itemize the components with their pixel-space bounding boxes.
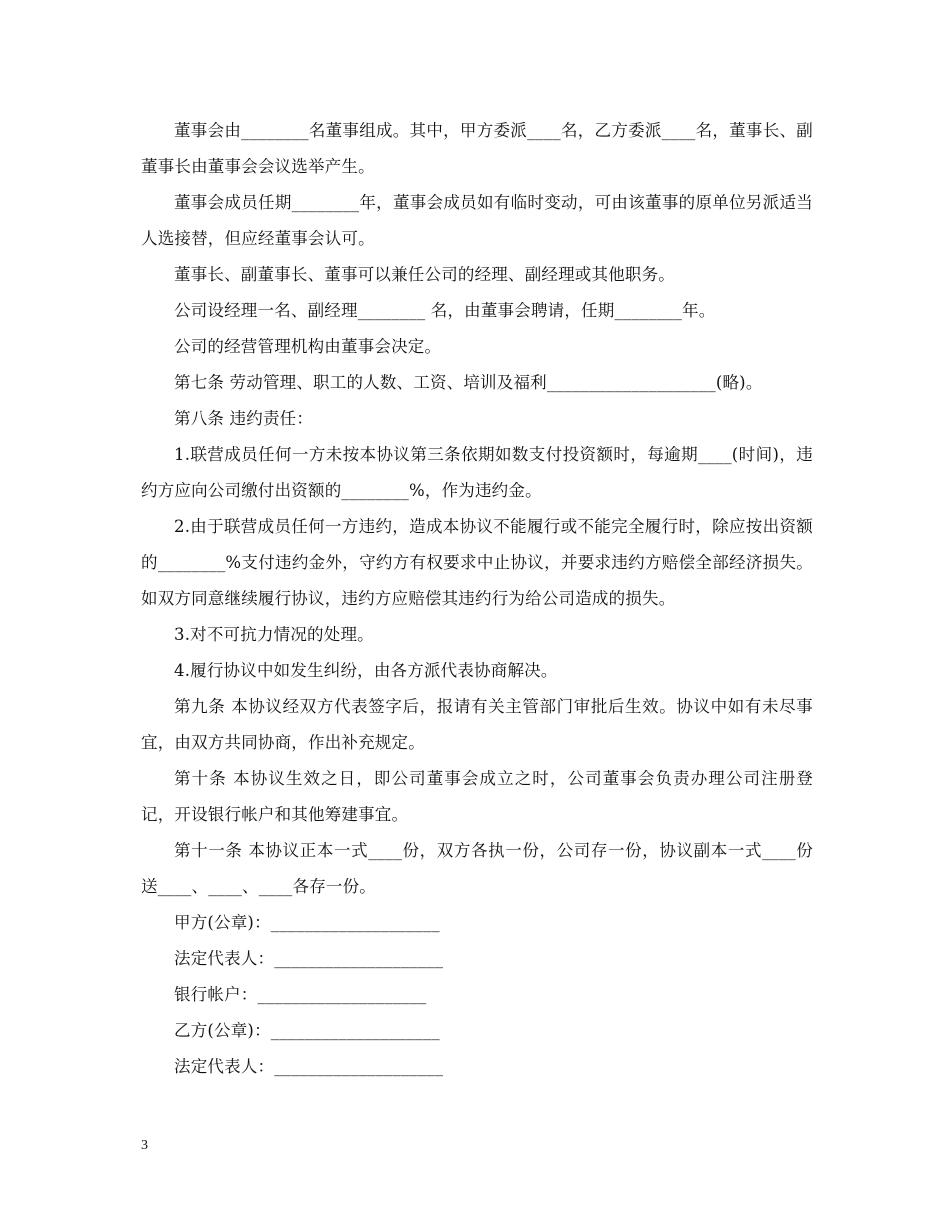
article-8-item-2: 2.由于联营成员任何一方违约，造成本协议不能履行或不能完全履行时，除应按出资额的________%支付违约金外，守约方有权要求中止协议，并要求违约方赔偿全部经济损失。如双方同意继续履行协议，违约方应赔偿其违约行为给公司造成的损失。 [141, 517, 813, 608]
signature-party-a-representative: 法定代表人：____________________ [174, 949, 444, 968]
signature-party-b-representative: 法定代表人：____________________ [174, 1057, 444, 1076]
article-8-heading: 第八条 违约责任： [174, 409, 314, 428]
page-number: 3 [141, 1138, 148, 1153]
signature-party-b-seal: 乙方(公章)：____________________ [174, 1021, 440, 1040]
paragraph-board-term: 董事会成员任期________年，董事会成员如有临时变动，可由该董事的原单位另派适当人选接替，但应经董事会认可。 [141, 193, 813, 248]
paragraph-management-structure: 公司的经营管理机构由董事会决定。 [174, 337, 442, 356]
article-8-item-4: 4.履行协议中如发生纠纷，由各方派代表协商解决。 [174, 661, 558, 680]
paragraph-concurrent-posts: 董事长、副董事长、董事可以兼任公司的经理、副经理或其他职务。 [174, 265, 675, 284]
paragraph-board-composition: 董事会由________名董事组成。其中，甲方委派____名，乙方委派____名，董事长、副董事长由董事会会议选举产生。 [141, 121, 813, 176]
article-9: 第九条 本协议经双方代表签字后，报请有关主管部门审批后生效。协议中如有未尽事宜，由双方共同协商，作出补充规定。 [141, 697, 813, 752]
document-body [141, 113, 813, 1085]
article-7: 第七条 劳动管理、职工的人数、工资、培训及福利____________________(略)。 [174, 373, 763, 392]
article-10: 第十条 本协议生效之日，即公司董事会成立之时，公司董事会负责办理公司注册登记，开设银行帐户和其他筹建事宜。 [141, 769, 813, 824]
paragraph-manager: 公司设经理一名、副经理________ 名，由董事会聘请，任期________年。 [174, 301, 716, 320]
article-11: 第十一条 本协议正本一式____份，双方各执一份，公司存一份，协议副本一式____份送____、____、____各存一份。 [141, 841, 813, 896]
signature-bank-account: 银行帐户：____________________ [174, 985, 427, 1004]
article-8-item-1: 1.联营成员任何一方未按本协议第三条依期如数支付投资额时，每逾期____(时间)，违约方应向公司缴付出资额的________%，作为违约金。 [141, 445, 813, 500]
article-8-item-3: 3.对不可抗力情况的处理。 [174, 625, 374, 644]
signature-party-a-seal: 甲方(公章)：____________________ [174, 913, 440, 932]
